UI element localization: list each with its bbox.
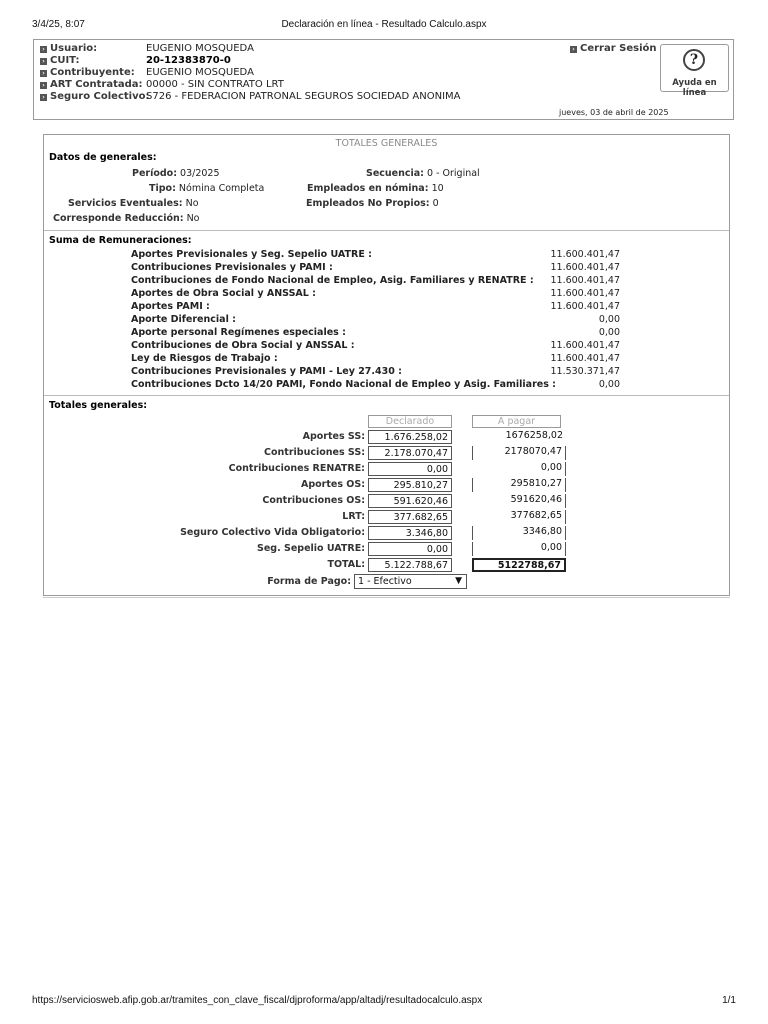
apagar-value: 3346,80 <box>472 526 566 540</box>
user-field-label: ART Contratada: <box>50 79 143 90</box>
total-row-label: Seguro Colectivo Vida Obligatorio: <box>180 527 365 538</box>
total-row-label: Seg. Sepelio UATRE: <box>257 543 365 554</box>
rem-value: 11.600.401,47 <box>550 301 620 312</box>
periodo-field <box>132 168 220 179</box>
total-row-label: Contribuciones RENATRE: <box>228 463 365 474</box>
apagar-value: 295810,27 <box>472 478 566 492</box>
rem-value: 11.600.401,47 <box>550 275 620 286</box>
user-field-value: EUGENIO MOSQUEDA <box>146 67 254 78</box>
empleados-no-propios-field <box>306 198 439 209</box>
declarado-aportes-ss-input[interactable] <box>368 430 452 444</box>
declarado-lrt-input[interactable] <box>368 510 452 524</box>
empleados-nomina-field <box>307 183 444 194</box>
secuencia-field <box>366 168 480 179</box>
user-field-label: Contribuyente: <box>50 67 135 78</box>
rem-label: Contribuciones Previsionales y PAMI : <box>131 262 333 273</box>
col-declarado-header: Declarado <box>368 415 452 428</box>
rem-value: 0,00 <box>598 327 620 338</box>
panel-shadow <box>43 597 730 598</box>
results-panel <box>43 134 730 596</box>
total-row-label: Aportes SS: <box>302 431 365 442</box>
declarado-contribuciones-os-input[interactable] <box>368 494 452 508</box>
field-label: Corresponde Reducción: <box>53 213 184 224</box>
declarado-renatre-input[interactable] <box>368 462 452 476</box>
print-page-number: 1/1 <box>722 995 736 1006</box>
section-divider <box>44 230 729 231</box>
total-row-label: LRT: <box>342 511 365 522</box>
field-value: 0 - Original <box>427 168 480 179</box>
rem-label: Aportes de Obra Social y ANSSAL : <box>131 288 316 299</box>
print-timestamp: 3/4/25, 8:07 <box>32 19 85 30</box>
declarado-total-input[interactable] <box>368 558 452 572</box>
col-apagar-header: A pagar <box>472 415 561 428</box>
forma-pago-label: Forma de Pago: <box>267 576 351 587</box>
rem-label: Aporte Diferencial : <box>131 314 236 325</box>
rem-label: Contribuciones de Fondo Nacional de Empleo, Asig. Familiares y RENATRE : <box>131 275 534 286</box>
help-button[interactable] <box>660 44 729 98</box>
chevron-down-icon: ▼ <box>455 576 462 586</box>
rem-value: 11.600.401,47 <box>550 353 620 364</box>
total-row-label: Contribuciones OS: <box>262 495 365 506</box>
rem-value: 0,00 <box>598 379 620 390</box>
declarado-aportes-os-input[interactable] <box>368 478 452 492</box>
field-label: Empleados en nómina: <box>307 183 429 194</box>
current-date: jueves, 03 de abril de 2025 <box>559 108 669 117</box>
field-label: Tipo: <box>149 183 176 194</box>
field-label: Período: <box>132 168 177 179</box>
remuneraciones-heading: Suma de Remuneraciones: <box>49 235 192 246</box>
rem-label: Contribuciones Dcto 14/20 PAMI, Fondo Nacional de Empleo y Asig. Familiares : <box>131 379 556 390</box>
user-field-value: 00000 - SIN CONTRATO LRT <box>146 79 284 90</box>
user-field-label: Usuario: <box>50 43 98 54</box>
rem-value: 11.530.371,47 <box>550 366 620 377</box>
bullet-icon: › <box>40 94 47 101</box>
rem-value: 11.600.401,47 <box>550 249 620 260</box>
field-label: Servicios Eventuales: <box>68 198 183 209</box>
field-label: Secuencia: <box>366 168 424 179</box>
rem-label: Aportes PAMI : <box>131 301 210 312</box>
apagar-value: 377682,65 <box>472 510 566 524</box>
bullet-icon: › <box>40 70 47 77</box>
rem-value: 11.600.401,47 <box>550 340 620 351</box>
apagar-value: 2178070,47 <box>472 446 566 460</box>
rem-value: 11.600.401,47 <box>550 288 620 299</box>
rem-label: Aportes Previsionales y Seg. Sepelio UATRE : <box>131 249 372 260</box>
field-value: No <box>186 213 200 224</box>
logout-link[interactable] <box>570 43 657 54</box>
logout-label: Cerrar Sesión <box>580 43 657 54</box>
apagar-total-value: 5122788,67 <box>472 558 566 572</box>
total-row-label: TOTAL: <box>327 559 365 570</box>
forma-pago-selected: 1 - Efectivo <box>358 576 412 587</box>
bullet-icon: › <box>570 46 577 53</box>
apagar-value: 0,00 <box>472 462 566 476</box>
field-value: 10 <box>431 183 444 194</box>
rem-label: Contribuciones de Obra Social y ANSSAL : <box>131 340 355 351</box>
section-divider <box>44 395 729 396</box>
total-row-label: Contribuciones SS: <box>264 447 365 458</box>
print-page-title: Declaración en línea - Resultado Calculo.aspx <box>281 19 487 30</box>
print-url: https://serviciosweb.afip.gob.ar/tramites_con_clave_fiscal/djproforma/app/altadj/resultadocalculo.aspx <box>32 995 483 1006</box>
user-field-label: CUIT: <box>50 55 80 66</box>
apagar-value: 1676258,02 <box>505 430 563 441</box>
rem-label: Ley de Riesgos de Trabajo : <box>131 353 278 364</box>
question-icon: ? <box>683 49 705 71</box>
field-value: 03/2025 <box>180 168 220 179</box>
servicios-eventuales-field <box>68 198 199 209</box>
field-label: Empleados No Propios: <box>306 198 430 209</box>
user-field-value: S726 - FEDERACION PATRONAL SEGUROS SOCIEDAD ANONIMA <box>146 91 461 102</box>
field-value: No <box>185 198 199 209</box>
field-value: 0 <box>432 198 439 209</box>
declarado-contribuciones-ss-input[interactable] <box>368 446 452 460</box>
rem-label: Contribuciones Previsionales y PAMI - Ley 27.430 : <box>131 366 402 377</box>
field-value: Nómina Completa <box>178 183 265 194</box>
user-field-label: Seguro Colectivo: <box>50 91 150 102</box>
rem-value: 0,00 <box>598 314 620 325</box>
total-row-label: Aportes OS: <box>300 479 365 490</box>
user-field-value: 20-12383870-0 <box>146 55 231 66</box>
declarado-sepelio-uatre-input[interactable] <box>368 542 452 556</box>
totales-heading: Totales generales: <box>49 400 148 411</box>
bullet-icon: › <box>40 82 47 89</box>
user-info-panel <box>33 39 734 120</box>
corresponde-reduccion-field <box>53 213 200 224</box>
section-title: TOTALES GENERALES <box>335 138 438 149</box>
bullet-icon: › <box>40 58 47 65</box>
rem-value: 11.600.401,47 <box>550 262 620 273</box>
declarado-seguro-colectivo-input[interactable] <box>368 526 452 540</box>
forma-pago-select[interactable] <box>354 574 467 589</box>
user-field-value: EUGENIO MOSQUEDA <box>146 43 254 54</box>
bullet-icon: › <box>40 46 47 53</box>
tipo-field <box>149 183 264 194</box>
rem-label: Aporte personal Regímenes especiales : <box>131 327 346 338</box>
general-data-heading: Datos de generales: <box>49 152 157 163</box>
apagar-value: 591620,46 <box>472 494 566 508</box>
help-label: Ayuda en línea <box>672 78 717 98</box>
print-header <box>32 19 736 33</box>
apagar-value: 0,00 <box>472 542 566 556</box>
print-footer <box>32 995 736 1009</box>
